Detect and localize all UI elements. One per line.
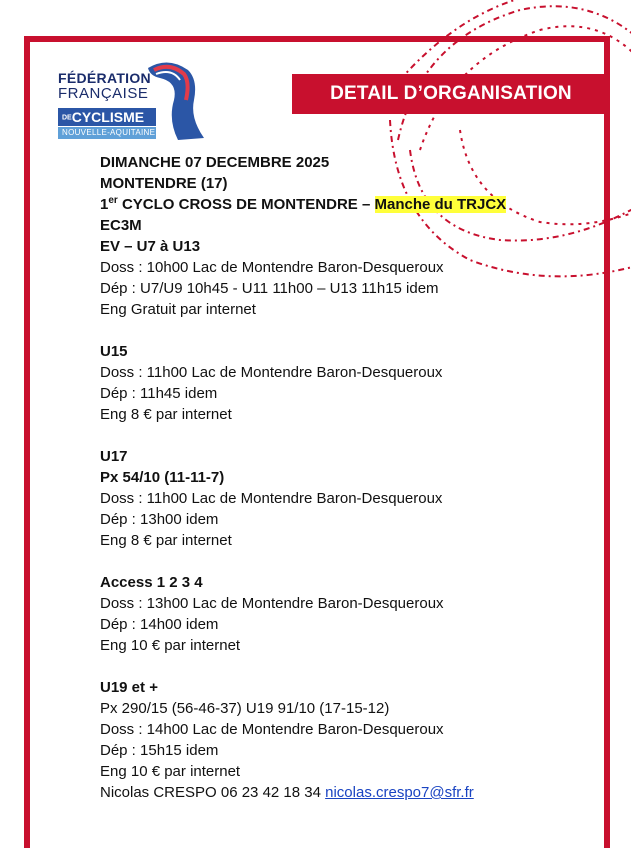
section-line: Doss : 10h00 Lac de Montendre Baron-Desqueroux [100, 259, 444, 276]
event-place: MONTENDRE (17) [100, 175, 228, 192]
event-date: DIMANCHE 07 DECEMBRE 2025 [100, 154, 330, 171]
section-line: Dép : 14h00 idem [100, 616, 219, 633]
section-line: Eng 10 € par internet [100, 637, 241, 654]
section-heading: U17 [100, 448, 128, 465]
section-line: Dép : 11h45 idem [100, 385, 218, 402]
logo-region: NOUVELLE-AQUITAINE [58, 127, 156, 139]
section-u19 [100, 677, 570, 782]
section-line: Doss : 11h00 Lac de Montendre Baron-Desqueroux [100, 490, 443, 507]
section-heading: Access 1 2 3 4 [100, 574, 203, 591]
section-line: Doss : 11h00 Lac de Montendre Baron-Desqueroux [100, 364, 443, 381]
title-num: 1 [100, 196, 109, 213]
detail-banner: DETAIL D’ORGANISATION [292, 74, 610, 114]
section-line: Doss : 14h00 Lac de Montendre Baron-Desqueroux [100, 721, 444, 738]
section-heading: EV – U7 à U13 [100, 238, 201, 255]
section-heading: U15 [100, 343, 128, 360]
section-line: Px 290/15 (56-46-37) U19 91/10 (17-15-12) [100, 700, 390, 717]
section-u17 [100, 446, 570, 551]
section-heading: U19 et + [100, 679, 158, 696]
section-line: Dép : U7/U9 10h45 - U11 11h00 – U13 11h15 idem [100, 280, 439, 297]
contact-line [100, 782, 570, 803]
section-line: Dép : 15h15 idem [100, 742, 219, 759]
logo-line1: FÉDÉRATION [58, 70, 151, 86]
section-ev-u13 [100, 236, 570, 320]
section-line: Eng 10 € par internet [100, 763, 241, 780]
logo-brand: CYCLISME [71, 109, 145, 125]
title-highlight: Manche du TRJCX [374, 196, 507, 213]
title-main: CYCLO CROSS DE MONTENDRE – [117, 196, 375, 213]
title-sup: er [108, 195, 118, 206]
section-line: Doss : 13h00 Lac de Montendre Baron-Desqueroux [100, 595, 444, 612]
cyclist-swoosh-icon [138, 60, 214, 142]
section-line: Dép : 13h00 idem [100, 511, 219, 528]
event-details [100, 152, 570, 803]
logo-line2: FRANÇAISE [58, 85, 149, 102]
ffc-logo [58, 60, 214, 142]
contact-text: Nicolas CRESPO 06 23 42 18 34 [100, 784, 326, 801]
event-organizer: EC3M [100, 217, 142, 234]
section-line: Eng 8 € par internet [100, 532, 232, 549]
event-title [100, 194, 570, 215]
section-subheading: Px 54/10 (11-11-7) [100, 469, 225, 486]
section-line: Eng Gratuit par internet [100, 301, 256, 318]
section-access [100, 572, 570, 656]
section-u15 [100, 341, 570, 425]
contact-email-link[interactable]: nicolas.crespo7@sfr.fr [325, 784, 474, 801]
section-line: Eng 8 € par internet [100, 406, 232, 423]
logo-brand-prefix: DE [62, 114, 72, 122]
